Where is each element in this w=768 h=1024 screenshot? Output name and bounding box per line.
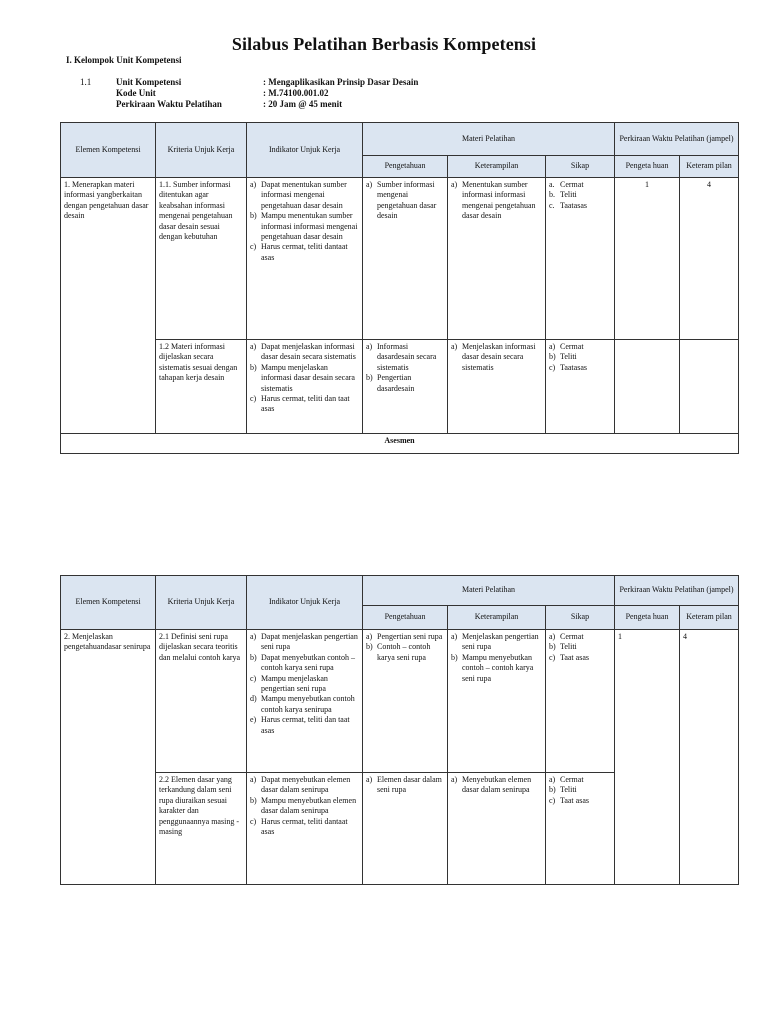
list-item: a) Pengertian seni rupa [366,632,443,641]
keterampilan-cell [448,178,546,340]
list-item: a. Cermat [549,180,584,189]
list-item: b) Teliti [549,785,577,795]
list-item: a) Menjelaskan pengertian seni rupa [451,632,539,652]
kriteria-cell: 2.1 Definisi seni rupa dijelaskan secara teoritis dan melalui contoh karya [156,630,247,773]
header-materi: Materi Pelatihan [363,576,615,606]
list-item: b) Mampu menjelaskan informasi dasar desain secara sistematis [250,362,355,393]
list-item: a) Menyebutkan elemen dasar dalam senirupa [451,775,532,795]
header-sikap: Sikap [546,606,615,630]
list-item: b) Teliti [549,352,577,362]
syllabus-table-2 [60,575,739,885]
duration-value: : 20 Jam @ 45 menit [263,99,343,109]
page-title: Silabus Pelatihan Berbasis Kompetensi [231,34,537,54]
header-jp-pengetahuan: Pengeta huan [615,606,680,630]
header-materi: Materi Pelatihan [363,123,615,156]
list-item: e) Harus cermat, teliti dan taat asas [250,715,350,735]
code-label: Kode Unit [116,88,156,98]
unit-number: 1.1 [80,77,92,87]
jp-pengetahuan-cell: 1 [615,630,680,885]
list-item: c) Harus cermat, teliti dantaat asas [250,242,348,262]
header-indikator: Indikator Unjuk Kerja [247,123,363,178]
jp-pengetahuan-cell: 1 [615,178,680,340]
list-item: d) Mampu menyebutkan contoh contoh karya senirupa [250,694,355,714]
pengetahuan-cell [363,340,448,434]
jp-pengetahuan-cell [615,340,680,434]
header-jp-keterampilan: Keteram pilan [680,606,739,630]
list-item: b) Mampu menentukan sumber informasi informasi mengenai pengetahuan dasar desain [250,211,358,241]
header-keterampilan: Keterampilan [448,606,546,630]
jp-keterampilan-cell: 4 [680,178,739,340]
pengetahuan-cell [363,178,448,340]
keterampilan-cell [448,630,546,773]
code-value: : M.74100.001.02 [263,88,329,98]
header-waktu: Perkiraan Waktu Pelatihan (jampel) [615,123,739,156]
header-pengetahuan: Pengetahuan [363,156,448,178]
keterampilan-cell [448,773,546,885]
header-keterampilan: Keterampilan [448,156,546,178]
list-item: a) Dapat menyebutkan elemen dasar dalam senirupa [250,775,351,795]
list-item: a) Dapat menentukan sumber informasi mengenai pengetahuan dasar desain [250,180,347,210]
list-item: a) Menjelaskan informasi dasar desain secara sistematis [451,342,536,372]
list-item: a) Menentukan sumber informasi informasi mengenai pengetahuan dasar desain [451,180,536,221]
indikator-cell [247,630,363,773]
list-item: c) Taat asas [549,795,589,805]
kriteria-cell: 1.1. Sumber informasi ditentukan agar keabsahan informasi mengenai pengetahuan dasar desain sesuai dengan kebutuhan [156,178,247,340]
list-item: b) Teliti [549,642,577,652]
list-item: a) Informasi dasardesain secara sistematis [366,342,437,372]
header-jp-keterampilan: Keteram pilan [680,156,739,178]
header-elemen: Elemen Kompetensi [61,576,156,630]
list-item: c) Harus cermat, teliti dantaat asas [250,816,348,836]
list-item: b. Teliti [549,190,577,200]
list-item: b) Mampu menyebutkan elemen dasar dalam senirupa [250,795,357,816]
kriteria-cell: 1.2 Materi informasi dijelaskan secara sistematis sesuai dengan tahapan kerja desain [156,340,247,434]
unit-label: Unit Kompetensi [116,77,182,87]
header-kriteria: Kriteria Unjuk Kerja [156,576,247,630]
list-item: a) Dapat menjelaskan pengertian seni rupa [250,632,358,652]
list-item: a) Cermat [549,775,584,784]
header-kriteria: Kriteria Unjuk Kerja [156,123,247,178]
list-item: a) Dapat menjelaskan informasi dasar desain secara sistematis [250,342,356,362]
list-item: c) Taatasas [549,362,587,372]
pengetahuan-cell [363,773,448,885]
list-item: a) Cermat [549,632,584,641]
sikap-cell [546,630,615,773]
header-pengetahuan: Pengetahuan [363,606,448,630]
elemen-cell: 1. Menerapkan materi informasi yangberkaitan dengan pengetahuan dasar desain [61,178,156,434]
elemen-cell: 2. Menjelaskan pengetahuandasar senirupa [61,630,156,885]
sikap-cell [546,178,615,340]
list-item: a) Cermat [549,342,584,351]
jp-keterampilan-cell [680,340,739,434]
list-item: b) Contoh – contoh karya seni rupa [366,642,431,662]
list-item: c) Taat asas [549,652,589,662]
kriteria-cell: 2.2 Elemen dasar yang terkandung dalam seni rupa diuraikan sesuai karakter dan penggunaannya masing - masing [156,773,247,885]
syllabus-table-1 [60,122,739,454]
list-item: c. Taatasas [549,200,587,210]
list-item: a) Elemen dasar dalam seni rupa [366,775,442,795]
list-item: a) Sumber informasi mengenai pengetahuan dasar desain [366,180,437,221]
list-item: c) Harus cermat, teliti dan taat asas [250,393,350,414]
list-item: b) Mampu menyebutkan contoh – contoh karya seni rupa [451,652,534,683]
list-item: b) Dapat menyebutkan contoh – contoh karya seni rupa [250,652,355,673]
pengetahuan-cell [363,630,448,773]
header-indikator: Indikator Unjuk Kerja [247,576,363,630]
list-item: c) Mampu menjelaskan pengertian seni rupa [250,673,328,693]
keterampilan-cell [448,340,546,434]
asesmen-row: Asesmen [61,434,739,454]
header-sikap: Sikap [546,156,615,178]
section-heading: I. Kelompok Unit Kompetensi [66,55,182,65]
header-jp-pengetahuan: Pengeta huan [615,156,680,178]
indikator-cell [247,340,363,434]
list-item: b) Pengertian dasardesain [366,373,415,393]
sikap-cell [546,773,615,885]
sikap-cell [546,340,615,434]
header-waktu: Perkiraan Waktu Pelatihan (jampel) [615,576,739,606]
indikator-cell [247,773,363,885]
duration-label: Perkiraan Waktu Pelatihan [116,99,222,109]
jp-keterampilan-cell: 4 [680,630,739,885]
indikator-cell [247,178,363,340]
unit-value: : Mengaplikasikan Prinsip Dasar Desain [263,77,419,87]
header-elemen: Elemen Kompetensi [61,123,156,178]
